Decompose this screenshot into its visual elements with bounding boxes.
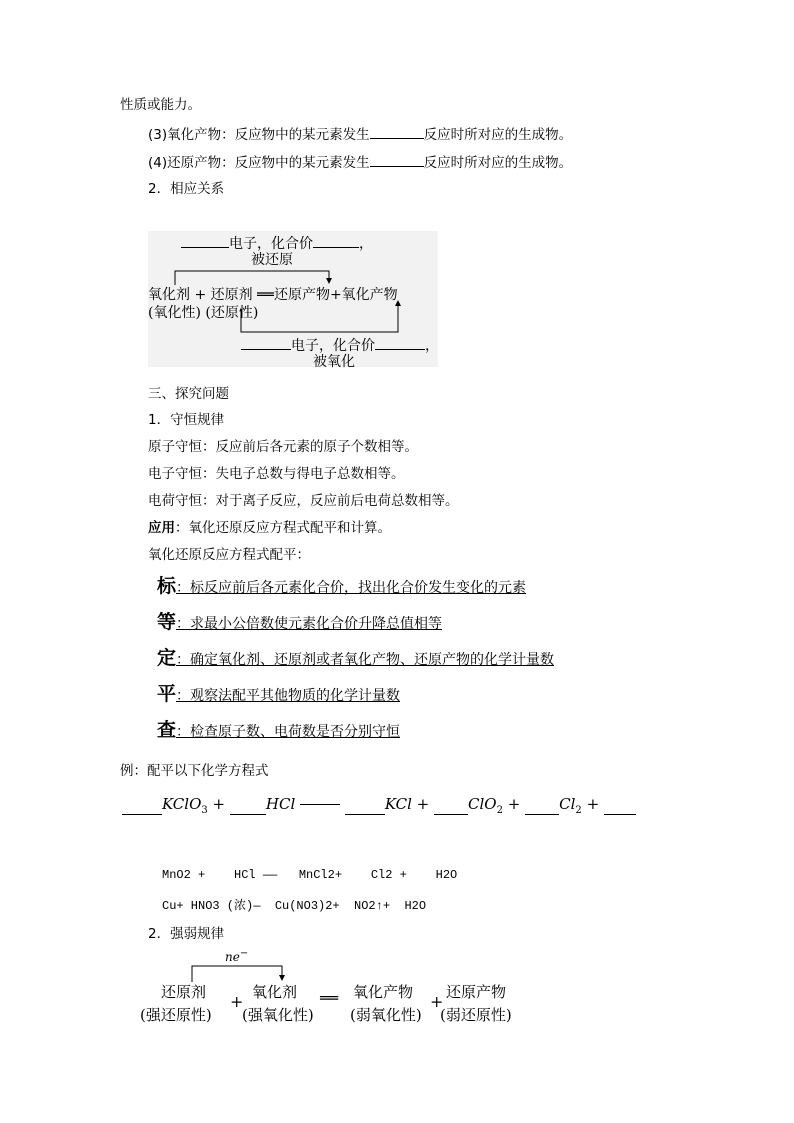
apply-label: 应用 xyxy=(148,520,175,536)
section-heading: 三、探究问题 xyxy=(148,386,229,402)
formula: KCl xyxy=(384,795,412,813)
line-part: 反应时所对应的生成物。 xyxy=(423,127,573,143)
plus-sign: + xyxy=(194,287,207,303)
subheading: 2．强弱规律 xyxy=(148,926,225,942)
formula: ClO xyxy=(468,795,497,813)
subscript: 3 xyxy=(201,805,208,816)
fill-blank xyxy=(375,335,425,350)
formula: Cl xyxy=(559,795,576,813)
oxidant-property: (强氧化性) xyxy=(242,1006,314,1024)
step-text: ：检查原子数、电荷数是否分别守恒 xyxy=(176,724,401,740)
equals-sign: ══ xyxy=(320,989,339,1007)
fill-blank xyxy=(434,798,468,815)
line-part: (3)氧化产物：反应物中的某元素发生 xyxy=(148,127,370,143)
subscript: 2 xyxy=(575,805,582,816)
plus-sign: + xyxy=(430,992,444,1011)
fill-blank xyxy=(230,798,266,815)
subheading: 2．相应关系 xyxy=(148,181,225,197)
step-row xyxy=(157,612,442,634)
ne-label: ne xyxy=(225,950,240,964)
ne-superscript: − xyxy=(239,948,249,959)
subscript: 2 xyxy=(496,805,503,816)
fill-blank xyxy=(370,152,424,167)
step-text: ：求最小公倍数使元素化合价升降总值相等 xyxy=(176,616,443,632)
bot-mid: 电子，化合价 xyxy=(291,338,375,354)
reduced-label: 被还原 xyxy=(251,252,293,268)
step-text: ：确定氧化剂、还原剂或者氧化产物、还原产物的化学计量数 xyxy=(176,652,555,668)
example-title: 例：配平以下化学方程式 xyxy=(120,763,269,779)
line-part: 反应时所对应的生成物。 xyxy=(423,155,573,171)
text-line: 氧化还原反应方程式配平： xyxy=(148,547,310,563)
fill-blank xyxy=(525,798,559,815)
products: 还原产物+氧化产物 xyxy=(273,287,398,303)
step-text: ：观察法配平其他物质的化学计量数 xyxy=(176,688,401,704)
step-row xyxy=(157,648,554,670)
apply-text: ：氧化还原反应方程式配平和计算。 xyxy=(175,520,391,536)
equation-1 xyxy=(122,795,636,816)
oxidizing-property: (氧化性) xyxy=(148,305,201,321)
equation-3: Cu+ HNO3 (浓)— Cu(NO3)2+ NO2↑+ H2O xyxy=(162,899,427,913)
step-key: 等 xyxy=(157,611,177,633)
step-key: 标 xyxy=(157,575,177,597)
reactant-oxidant: 氧化剂 xyxy=(148,287,190,303)
reductant-property: (强还原性) xyxy=(140,1006,212,1024)
relation-diagram xyxy=(148,231,439,370)
text-line xyxy=(148,124,572,144)
formula: KClO xyxy=(162,795,202,813)
fill-blank xyxy=(345,798,385,815)
text-line: 性质或能力。 xyxy=(120,97,201,113)
equation-2: MnO2 + HCl —— MnCl2+ Cl2 + H2O xyxy=(162,868,458,882)
fill-blank xyxy=(181,233,229,248)
line-part: (4)还原产物：反应物中的某元素发生 xyxy=(148,155,370,171)
fill-blank xyxy=(241,335,291,350)
oxidant: 氧化剂 xyxy=(252,983,298,1001)
fill-blank xyxy=(122,798,162,815)
text-line xyxy=(148,152,572,172)
step-row xyxy=(157,576,526,598)
equals-sign: ══ xyxy=(257,287,274,303)
plus-sign: + xyxy=(212,795,226,813)
reactant-reductant: 还原剂 xyxy=(210,287,253,303)
reductant: 还原剂 xyxy=(161,983,207,1001)
text-line xyxy=(148,519,391,537)
text-line: 原子守恒：反应前后各元素的原子个数相等。 xyxy=(148,439,418,455)
text-line: 电子守恒：失电子总数与得电子总数相等。 xyxy=(148,466,405,482)
top-end: ， xyxy=(359,236,373,252)
fill-blank xyxy=(604,798,636,815)
arrow-line xyxy=(300,804,340,805)
text-line: 电荷守恒：对于离子反应，反应前后电荷总数相等。 xyxy=(148,493,459,509)
reduction-product: 还原产物 xyxy=(446,983,507,1001)
fill-blank xyxy=(370,124,424,139)
step-text: ：标反应前后各元素化合价，找出化合价发生变化的元素 xyxy=(176,580,527,596)
step-key: 平 xyxy=(157,683,177,705)
plus-sign: + xyxy=(586,795,600,813)
plus-sign: + xyxy=(416,795,430,813)
step-row xyxy=(157,720,400,742)
formula: HCl xyxy=(265,795,296,813)
bot-end: ， xyxy=(425,338,439,354)
top-mid: 电子，化合价 xyxy=(229,236,313,252)
subheading: 1．守恒规律 xyxy=(148,412,225,428)
oxidation-product: 氧化产物 xyxy=(353,983,414,1001)
step-key: 定 xyxy=(157,647,177,669)
reduction-product-property: (弱还原性) xyxy=(440,1006,512,1024)
step-row xyxy=(157,684,400,706)
strength-diagram xyxy=(140,948,540,1028)
oxidation-product-property: (弱氧化性) xyxy=(350,1006,422,1024)
plus-sign: + xyxy=(507,795,521,813)
reducing-property: (还原性) xyxy=(205,305,259,321)
plus-sign: + xyxy=(230,992,244,1011)
step-key: 查 xyxy=(157,719,177,741)
oxidized-label: 被氧化 xyxy=(313,354,355,370)
fill-blank xyxy=(313,233,359,248)
